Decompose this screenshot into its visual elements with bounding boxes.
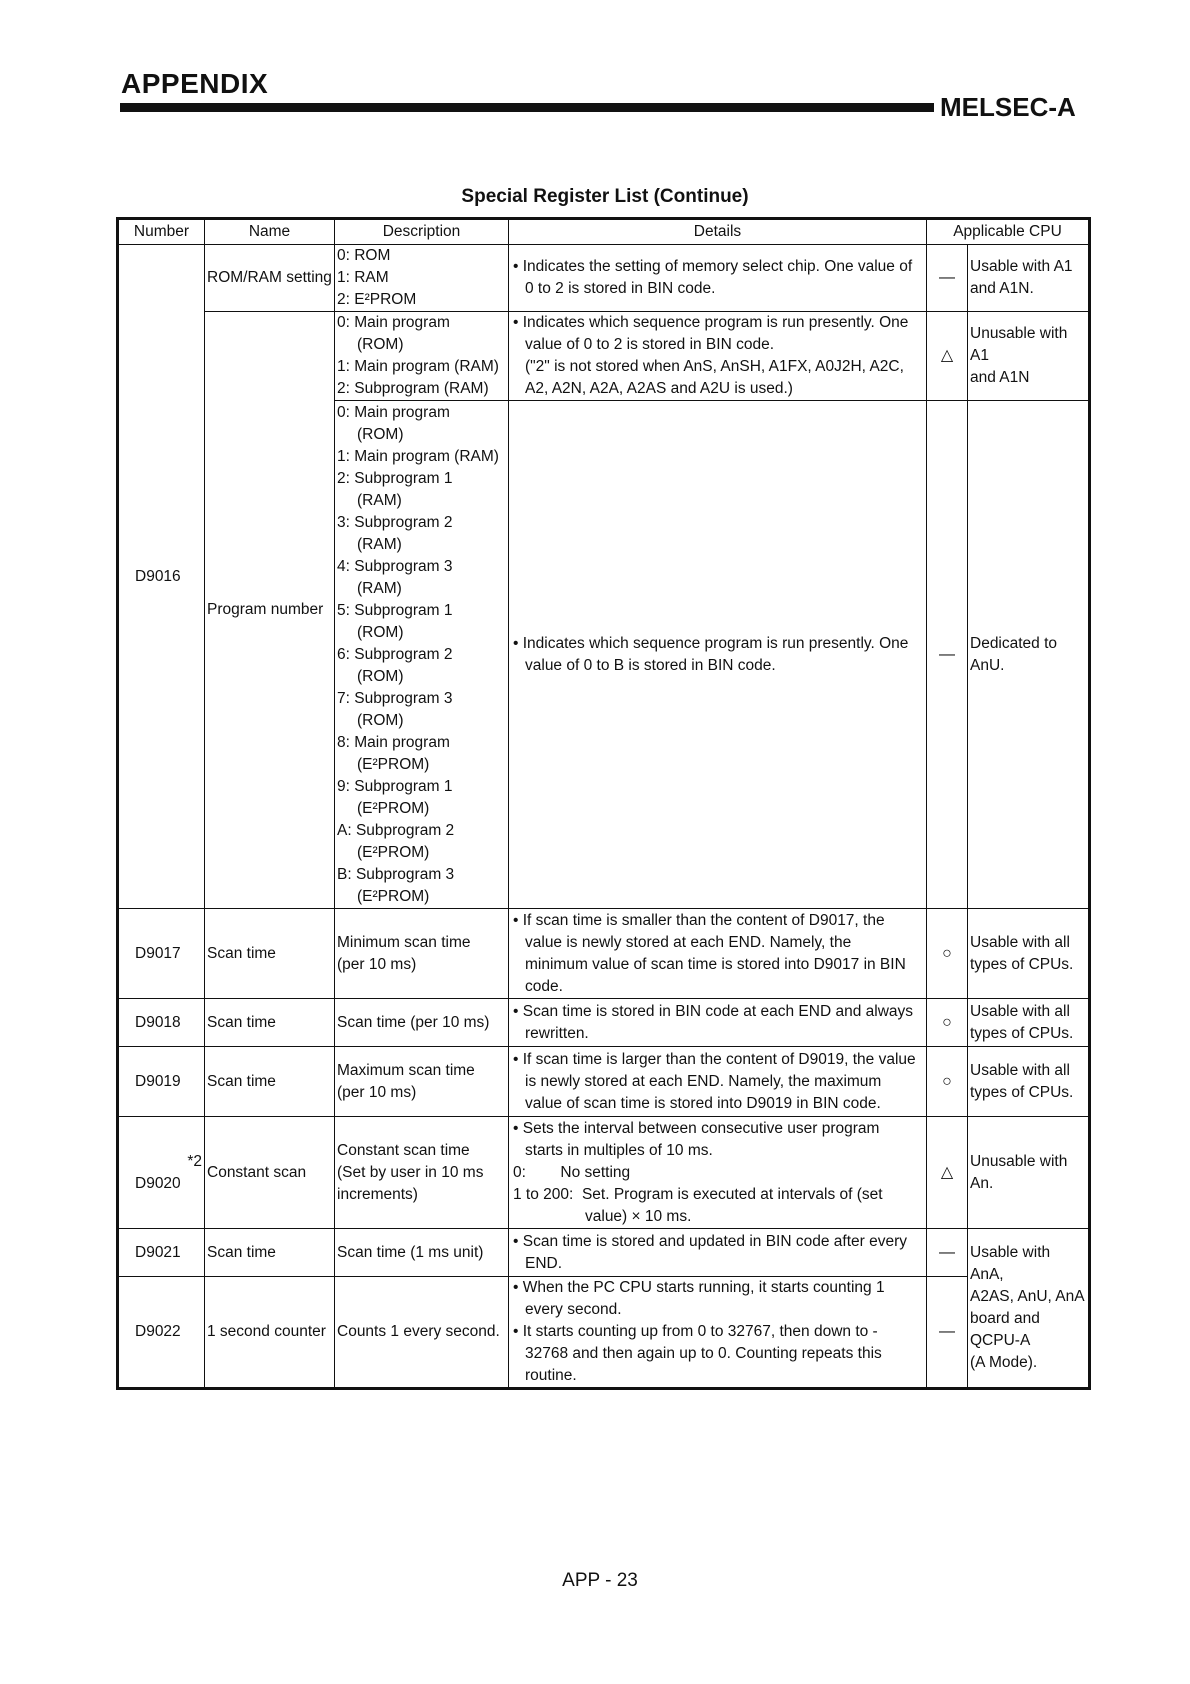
details-line: • Indicates which sequence program is run presently. One — [513, 314, 909, 331]
col-description: Description — [335, 219, 509, 245]
details-line: • Indicates the setting of memory select chip. One value of — [513, 258, 913, 275]
description-cell — [335, 999, 509, 1047]
details-cell — [509, 312, 927, 401]
desc-line: 1: RAM — [337, 269, 389, 286]
cpu-line: board and — [970, 1310, 1040, 1327]
desc-line: increments) — [337, 1185, 418, 1203]
register-number: D9020 — [135, 1174, 181, 1192]
table-row — [118, 1117, 1090, 1229]
table-title: Special Register List (Continue) — [461, 186, 749, 207]
register-number: D9021 — [118, 1229, 205, 1277]
details-line: minimum value of scan time is stored into D9017 in BIN — [525, 955, 906, 973]
details-cell — [509, 1277, 927, 1389]
cpu-cell — [968, 1047, 1090, 1117]
desc-line: 0: Main program — [337, 403, 450, 421]
desc-line: (E²PROM) — [357, 887, 430, 905]
desc-line: A: Subprogram 2 — [337, 821, 455, 839]
table-row — [118, 1047, 1090, 1117]
desc-line: (RAM) — [357, 535, 402, 553]
details-cell — [509, 1229, 927, 1277]
register-name: Scan time — [205, 1229, 335, 1277]
details-line: • If scan time is larger than the content of D9019, the value — [513, 1050, 916, 1068]
cpu-line: Unusable with — [970, 1152, 1068, 1170]
cpu-line: An. — [970, 1174, 994, 1192]
desc-line: (RAM) — [357, 491, 402, 509]
col-number: Number — [118, 219, 205, 245]
details-line: value of scan time is stored into D9019 in BIN code. — [525, 1094, 881, 1112]
description-cell — [335, 1047, 509, 1117]
register-name: 1 second counter — [205, 1277, 335, 1389]
product-title: MELSEC-A — [940, 92, 1076, 122]
description-cell — [335, 1277, 509, 1389]
table-row — [118, 312, 1090, 401]
details-line: A2, A2N, A2A, A2AS and A2U is used.) — [525, 380, 793, 397]
cpu-cell — [968, 909, 1090, 999]
desc-line: (E²PROM) — [357, 843, 430, 861]
header-rule — [120, 103, 934, 112]
cpu-line: types of CPUs. — [970, 1083, 1074, 1101]
desc-line: (ROM) — [357, 667, 404, 685]
col-name: Name — [205, 219, 335, 245]
description-cell — [335, 245, 509, 312]
desc-line: 8: Main program — [337, 733, 450, 751]
cpu-line: A2AS, AnU, AnA — [970, 1288, 1085, 1305]
cpu-symbol: △ — [927, 1117, 968, 1229]
details-line: • If scan time is smaller than the content of D9017, the — [513, 911, 885, 929]
cpu-line: Dedicated to — [970, 634, 1058, 652]
details-line: • When the PC CPU starts running, it starts counting 1 — [513, 1279, 885, 1296]
details-cell — [509, 1117, 927, 1229]
description-cell — [335, 1117, 509, 1229]
desc-line: (ROM) — [357, 425, 404, 443]
details-line: • Scan time is stored and updated in BIN code after every — [513, 1232, 908, 1250]
details-line: • Scan time is stored in BIN code at each END and always — [513, 1002, 914, 1020]
register-name — [205, 312, 335, 909]
details-cell — [509, 1047, 927, 1117]
cpu-line: Usable with all — [970, 933, 1070, 951]
register-name: Constant scan — [205, 1117, 335, 1229]
desc-line: (per 10 ms) — [337, 955, 417, 973]
register-name: Scan time — [205, 1047, 335, 1117]
desc-line: (ROM) — [357, 623, 404, 641]
desc-line: (RAM) — [357, 579, 402, 597]
desc-line: (E²PROM) — [357, 799, 430, 817]
desc-line: (ROM) — [357, 711, 404, 729]
desc-line: (per 10 ms) — [337, 1083, 417, 1101]
desc-line: 9: Subprogram 1 — [337, 777, 453, 795]
desc-line: Counts 1 every second. — [337, 1323, 500, 1340]
cpu-cell — [968, 312, 1090, 401]
details-line: value of 0 to B is stored in BIN code. — [525, 656, 776, 674]
cpu-line: types of CPUs. — [970, 955, 1074, 973]
desc-line: 2: Subprogram 1 — [337, 469, 453, 487]
details-line: 1 to 200: Set. Program is executed at intervals of (set — [513, 1185, 883, 1203]
desc-line: 0: Main program — [337, 314, 450, 331]
table-row — [118, 245, 1090, 312]
cpu-line: Usable with all — [970, 1061, 1070, 1079]
desc-line: Constant scan time — [337, 1141, 470, 1159]
details-line: 32768 and then again up to 0. Counting repeats this — [525, 1345, 882, 1362]
desc-line: 4: Subprogram 3 — [337, 557, 453, 575]
register-name: Scan time — [205, 999, 335, 1047]
details-line: is newly stored at each END. Namely, the maximum — [525, 1072, 882, 1090]
desc-line: 5: Subprogram 1 — [337, 601, 453, 619]
cpu-symbol: — — [927, 1229, 968, 1277]
description-cell — [335, 909, 509, 999]
cpu-cell — [968, 401, 1090, 909]
register-number: D9017 — [118, 909, 205, 999]
col-applicable-cpu: Applicable CPU — [927, 219, 1090, 245]
details-line: rewritten. — [525, 1024, 589, 1042]
desc-line: (E²PROM) — [357, 755, 430, 773]
cpu-line: AnU. — [970, 656, 1005, 674]
details-line: every second. — [525, 1301, 622, 1318]
col-details: Details — [509, 219, 927, 245]
cpu-line: and A1N — [970, 369, 1030, 386]
desc-line: 2: Subprogram (RAM) — [337, 380, 489, 397]
details-line: 0: No setting — [513, 1163, 631, 1181]
desc-line: 7: Subprogram 3 — [337, 689, 453, 707]
cpu-line: (A Mode). — [970, 1354, 1038, 1371]
desc-line: Scan time (per 10 ms) — [337, 1013, 490, 1031]
note-marker: *2 — [187, 1152, 202, 1170]
cpu-symbol: ○ — [927, 999, 968, 1047]
cpu-line: and A1N. — [970, 280, 1034, 297]
cpu-cell — [968, 245, 1090, 312]
desc-line: 1: Main program (RAM) — [337, 447, 499, 465]
description-cell — [335, 1229, 509, 1277]
cpu-symbol: — — [927, 245, 968, 312]
register-number: D9022 — [118, 1277, 205, 1389]
table-row — [118, 999, 1090, 1047]
cpu-symbol: ○ — [927, 909, 968, 999]
register-number: D9018 — [118, 999, 205, 1047]
cpu-line: QCPU-A — [970, 1332, 1031, 1349]
desc-line: 1: Main program (RAM) — [337, 358, 499, 375]
desc-line: (ROM) — [357, 336, 404, 353]
details-line: ("2" is not stored when AnS, AnSH, A1FX, A0J2H, A2C, — [525, 358, 904, 375]
name-text: Program number — [207, 601, 324, 618]
details-line: routine. — [525, 1367, 577, 1384]
register-number-cell — [118, 1117, 205, 1229]
details-cell — [509, 909, 927, 999]
details-line: • Sets the interval between consecutive user program — [513, 1119, 880, 1137]
name-text: ROM/RAM setting — [207, 269, 332, 286]
desc-line: Scan time (1 ms unit) — [337, 1243, 484, 1261]
register-number: D9019 — [118, 1047, 205, 1117]
desc-line: 3: Subprogram 2 — [337, 513, 453, 531]
register-number: D9016 — [118, 245, 205, 909]
cpu-line: Unusable with A1 — [970, 325, 1068, 364]
details-line: • Indicates which sequence program is run presently. One — [513, 634, 909, 652]
desc-line: 0: ROM — [337, 247, 391, 264]
details-line: 0 to 2 is stored in BIN code. — [525, 280, 716, 297]
table-row — [118, 1277, 1090, 1389]
description-cell — [335, 312, 509, 401]
table-row — [118, 1229, 1090, 1277]
details-cell — [509, 999, 927, 1047]
cpu-line: types of CPUs. — [970, 1024, 1074, 1042]
cpu-cell — [968, 999, 1090, 1047]
details-cell — [509, 245, 927, 312]
table-header-row — [118, 219, 1090, 245]
cpu-cell-shared — [968, 1229, 1090, 1389]
details-line: value is newly stored at each END. Namely, the — [525, 933, 852, 951]
cpu-cell — [968, 1117, 1090, 1229]
register-name — [205, 245, 335, 312]
details-line: starts in multiples of 10 ms. — [525, 1141, 713, 1159]
cpu-line: Usable with all — [970, 1002, 1070, 1020]
register-name: Scan time — [205, 909, 335, 999]
cpu-line: Usable with AnA, — [970, 1244, 1051, 1283]
desc-line: Minimum scan time — [337, 933, 471, 951]
details-cell — [509, 401, 927, 909]
desc-line: Maximum scan time — [337, 1061, 475, 1079]
table-row — [118, 909, 1090, 999]
description-cell — [335, 401, 509, 909]
cpu-line: Usable with A1 — [970, 258, 1073, 275]
special-register-table — [116, 217, 1091, 1390]
cpu-symbol: △ — [927, 312, 968, 401]
desc-line: 2: E²PROM — [337, 291, 417, 308]
details-line: value) × 10 ms. — [585, 1207, 692, 1225]
cpu-symbol: — — [927, 1277, 968, 1389]
desc-line: 6: Subprogram 2 — [337, 645, 453, 663]
cpu-symbol: — — [927, 401, 968, 909]
cpu-symbol: ○ — [927, 1047, 968, 1117]
desc-line: B: Subprogram 3 — [337, 865, 455, 883]
section-title: APPENDIX — [121, 68, 269, 99]
page-number: APP - 23 — [562, 1570, 638, 1591]
desc-line: (Set by user in 10 ms — [337, 1163, 484, 1181]
details-line: END. — [525, 1254, 563, 1272]
details-line: code. — [525, 977, 563, 995]
details-line: • It starts counting up from 0 to 32767, then down to - — [513, 1323, 878, 1340]
details-line: value of 0 to 2 is stored in BIN code. — [525, 336, 774, 353]
